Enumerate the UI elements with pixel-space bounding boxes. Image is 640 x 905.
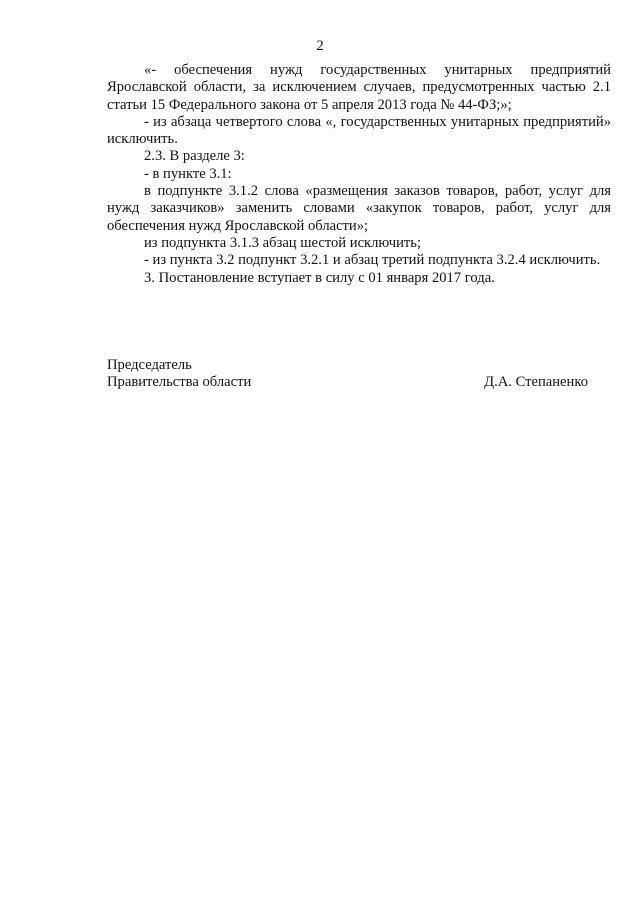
signature-block — [107, 357, 588, 392]
document-body — [107, 62, 611, 287]
paragraph-1: «- обеспечения нужд государственных унитарных предприятий Ярославской области, за исключением случаев, предусмотренных частью 2.1 статьи 15 Федерального закона от 5 апреля 2013 года № 44-ФЗ;»; — [107, 62, 611, 113]
paragraph-3: 2.3. В разделе 3: — [144, 148, 245, 165]
paragraph-5: в подпункте 3.1.2 слова «размещения заказов товаров, работ, услуг для нужд заказчиков» заменить словами «закупок товаров, работ, услуг для обеспечения нужд Ярославской области»; — [107, 183, 611, 234]
signature-name: Д.А. Степаненко — [484, 374, 588, 391]
page-number: 2 — [316, 38, 324, 54]
signature-title-line2: Правительства области — [107, 374, 252, 391]
paragraph-4: - в пункте 3.1: — [144, 165, 232, 182]
paragraph-7: - из пункта 3.2 подпункт 3.2.1 и абзац третий подпункта 3.2.4 исключить. — [144, 252, 601, 269]
paragraph-6: из подпункта 3.1.3 абзац шестой исключить; — [144, 234, 422, 251]
paragraph-8: 3. Постановление вступает в силу с 01 января 2017 года. — [144, 269, 495, 286]
signature-title-line1: Председатель — [107, 357, 192, 373]
signature-row — [107, 374, 588, 391]
paragraph-2: - из абзаца четвертого слова «, государственных унитарных предприятий» исключить. — [107, 113, 611, 148]
